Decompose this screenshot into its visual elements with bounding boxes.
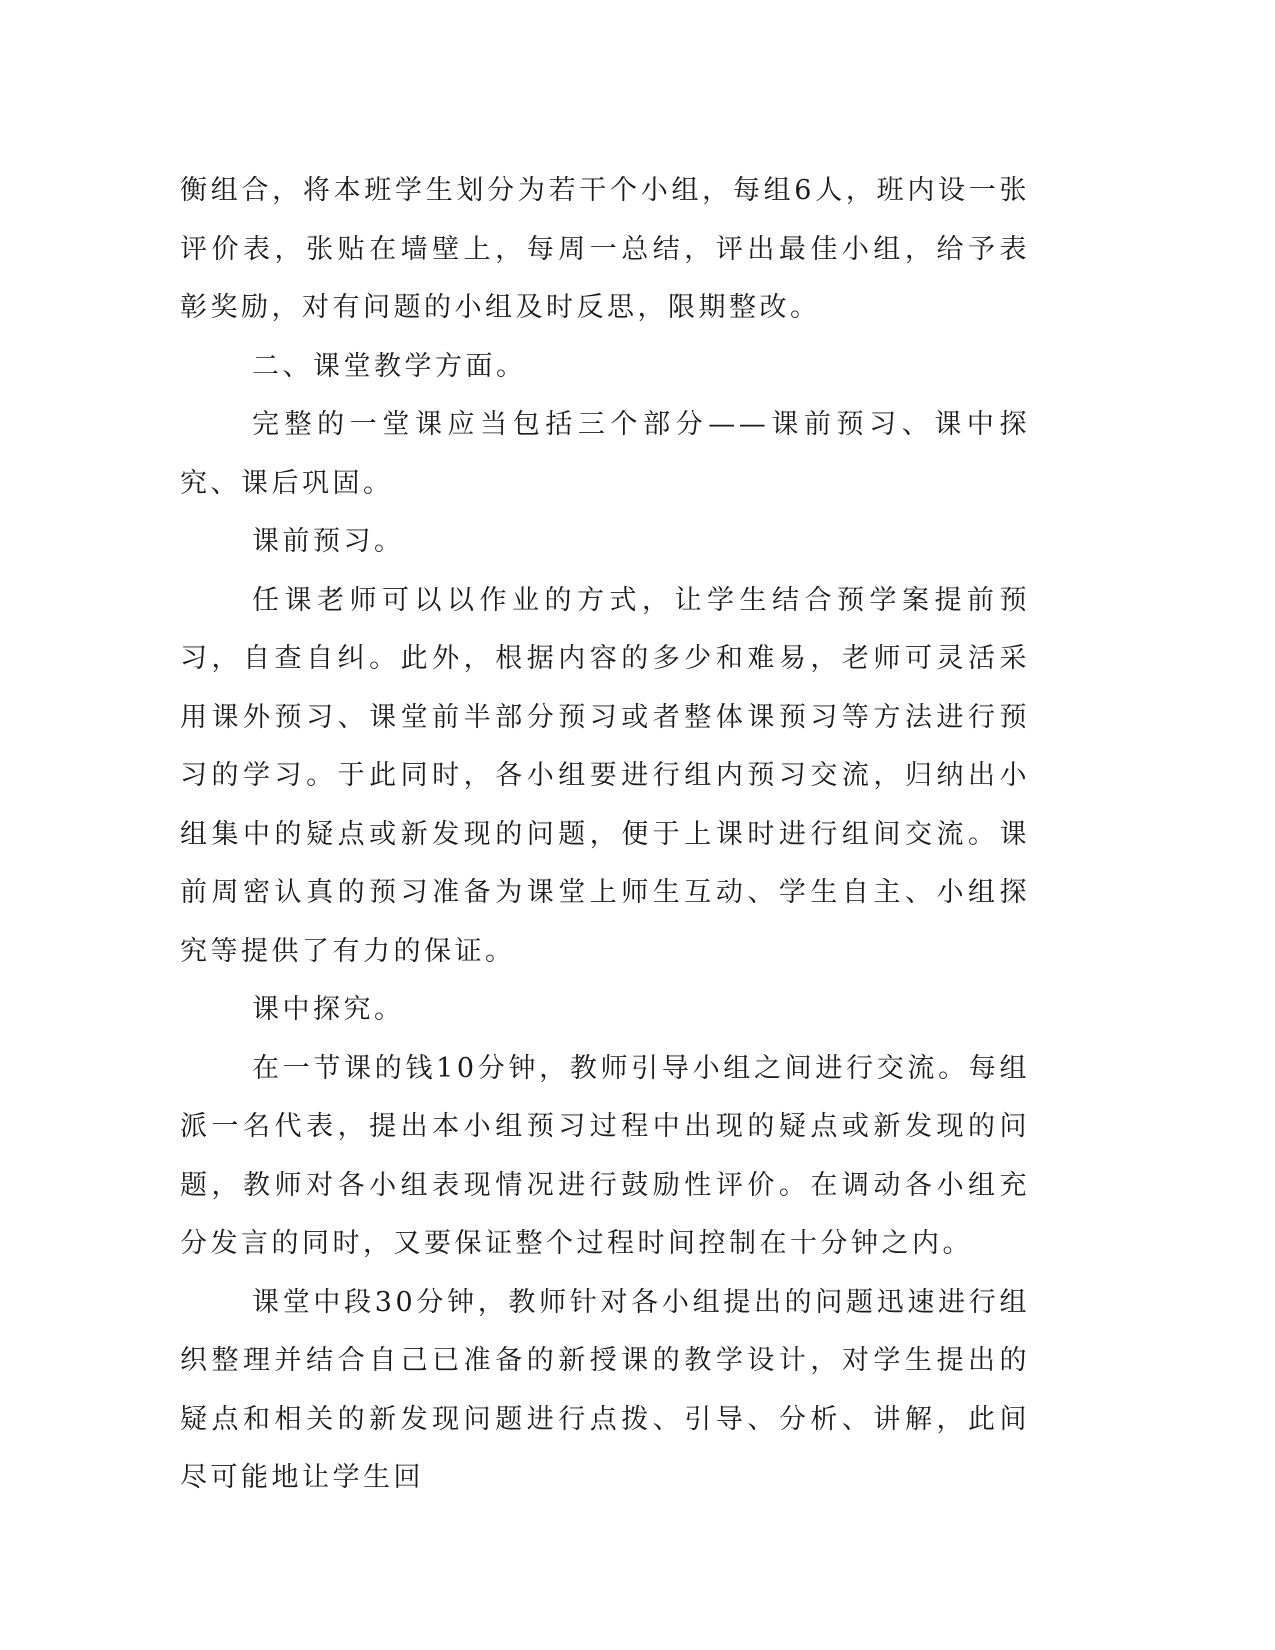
subheading-pre-class-preview: 课前预习。	[252, 526, 405, 557]
document-body	[180, 162, 1030, 1508]
paragraph-preview-details: 任课老师可以以作业的方式，让学生结合预学案提前预习，自查自纠。此外，根据内容的多少和难易，老师可灵活采用课外预习、课堂前半部分预习或者整体课预习等方法进行预习的学习。于此同时，各小组要进行组内预习交流，归纳出小组集中的疑点或新发现的问题，便于上课时进行组间交流。课前周密认真的预习准备为课堂上师生互动、学生自主、小组探究等提供了有力的保证。	[180, 584, 1030, 967]
paragraph-middle-thirty-minutes: 课堂中段30分钟，教师针对各小组提出的问题迅速进行组织整理并结合自己已准备的新授课的教学设计，对学生提出的疑点和相关的新发现问题进行点拨、引导、分析、讲解，此间尽可能地让学生回	[180, 1286, 1030, 1493]
subheading-in-class-inquiry: 课中探究。	[252, 994, 405, 1025]
paragraph-first-ten-minutes: 在一节课的钱10分钟，教师引导小组之间进行交流。每组派一名代表，提出本小组预习过程中出现的疑点或新发现的问题，教师对各小组表现情况进行鼓励性评价。在调动各小组充分发言的同时，又要保证整个过程时间控制在十分钟之内。	[180, 1052, 1030, 1259]
paragraph-lesson-structure: 完整的一堂课应当包括三个部分——课前预习、课中探究、课后巩固。	[180, 409, 1030, 499]
paragraph-continuation: 衡组合，将本班学生划分为若干个小组，每组6人，班内设一张评价表，张贴在墙壁上，每周一总结，评出最佳小组，给予表彰奖励，对有问题的小组及时反思，限期整改。	[180, 175, 1030, 323]
section-heading-classroom-teaching: 二、课堂教学方面。	[252, 350, 527, 382]
